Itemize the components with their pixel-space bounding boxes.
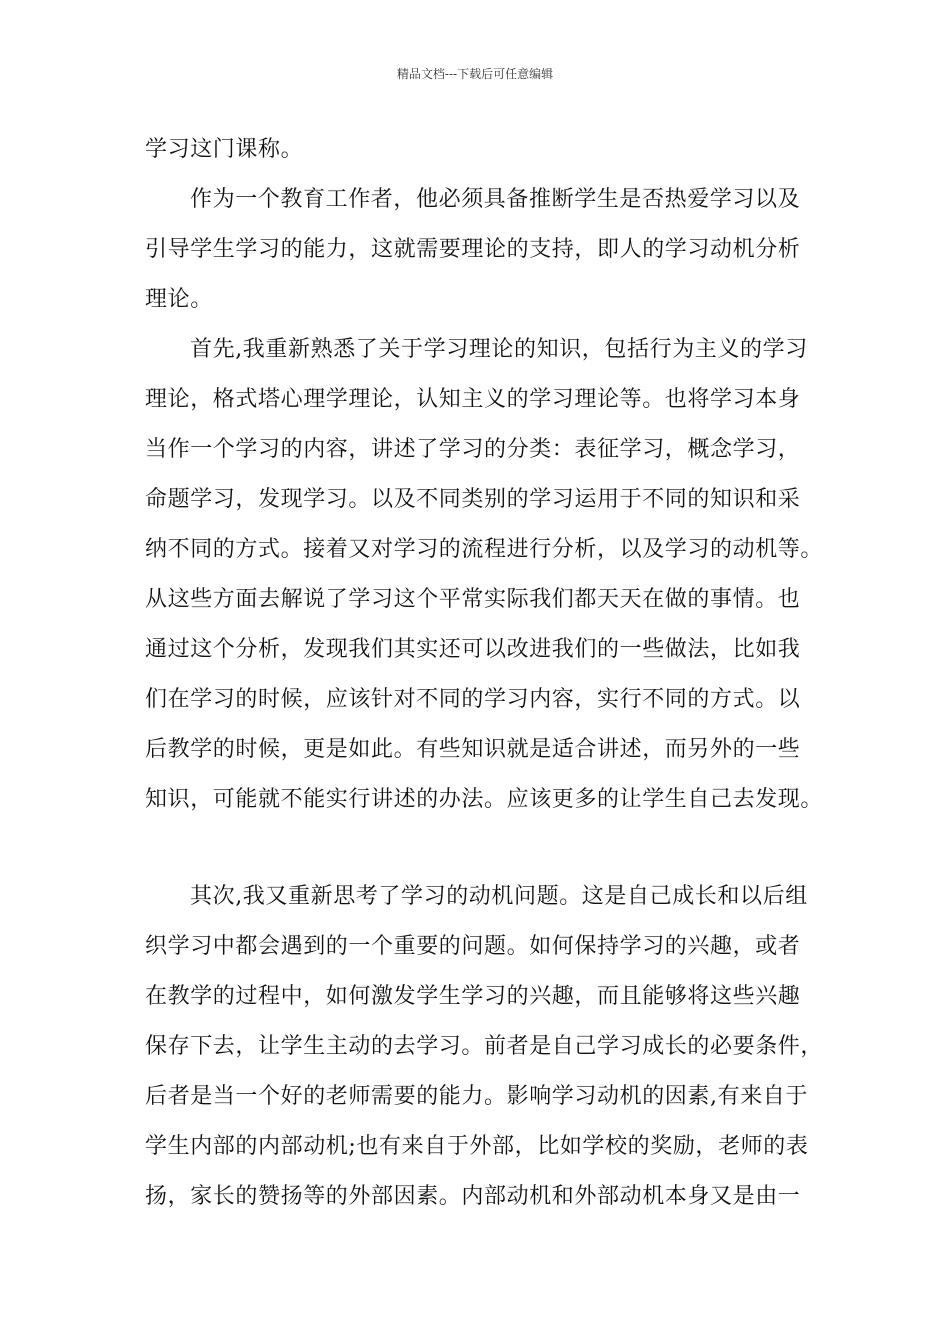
text-line: 纳不同的方式。接着又对学习的流程进行分析，以及学习的动机等。 bbox=[145, 537, 824, 562]
text-line: 后者是当一个好的老师需要的能力。影响学习动机的因素,有来自于 bbox=[145, 1084, 808, 1109]
text-line: 理论。 bbox=[145, 287, 213, 312]
text-line: 学生内部的内部动机;也有来自于外部，比如学校的奖励，老师的表 bbox=[145, 1134, 809, 1159]
text-line: 保存下去，让学生主动的去学习。前者是自己学习成长的必要条件， bbox=[145, 1034, 824, 1059]
text-line: 学习这门课称。 bbox=[145, 137, 304, 162]
text-line: 当作一个学习的内容，讲述了学习的分类：表征学习，概念学习， bbox=[145, 437, 801, 462]
paragraph-first-line: 其次,我又重新思考了学习的动机问题。这是自己成长和以后组 bbox=[190, 884, 808, 909]
text-line: 知识，可能就不能实行讲述的办法。应该更多的让学生自己去发现。 bbox=[145, 787, 824, 812]
text-line: 们在学习的时候，应该针对不同的学习内容，实行不同的方式。以 bbox=[145, 687, 801, 712]
text-line: 后教学的时候，更是如此。有些知识就是适合讲述，而另外的一些 bbox=[145, 737, 801, 762]
text-line: 在教学的过程中，如何激发学生学习的兴趣，而且能够将这些兴趣 bbox=[145, 984, 801, 1009]
text-line: 通过这个分析，发现我们其实还可以改进我们的一些做法，比如我 bbox=[145, 637, 801, 662]
paragraph-first-line: 作为一个教育工作者，他必须具备推断学生是否热爱学习以及 bbox=[190, 187, 801, 212]
text-line: 从这些方面去解说了学习这个平常实际我们都天天在做的事情。也 bbox=[145, 587, 801, 612]
text-line: 织学习中都会遇到的一个重要的问题。如何保持学习的兴趣，或者 bbox=[145, 934, 801, 959]
text-line: 引导学生学习的能力，这就需要理论的支持，即人的学习动机分析 bbox=[145, 237, 801, 262]
paragraph-first-line: 首先,我重新熟悉了关于学习理论的知识，包括行为主义的学习 bbox=[190, 337, 808, 362]
text-line: 扬，家长的赞扬等的外部因素。内部动机和外部动机本身又是由一 bbox=[145, 1184, 801, 1209]
text-line: 命题学习，发现学习。以及不同类别的学习运用于不同的知识和采 bbox=[145, 487, 801, 512]
page-header: 精品文档---下载后可任意编辑 bbox=[396, 67, 554, 81]
text-line: 理论，格式塔心理学理论，认知主义的学习理论等。也将学习本身 bbox=[145, 387, 801, 412]
